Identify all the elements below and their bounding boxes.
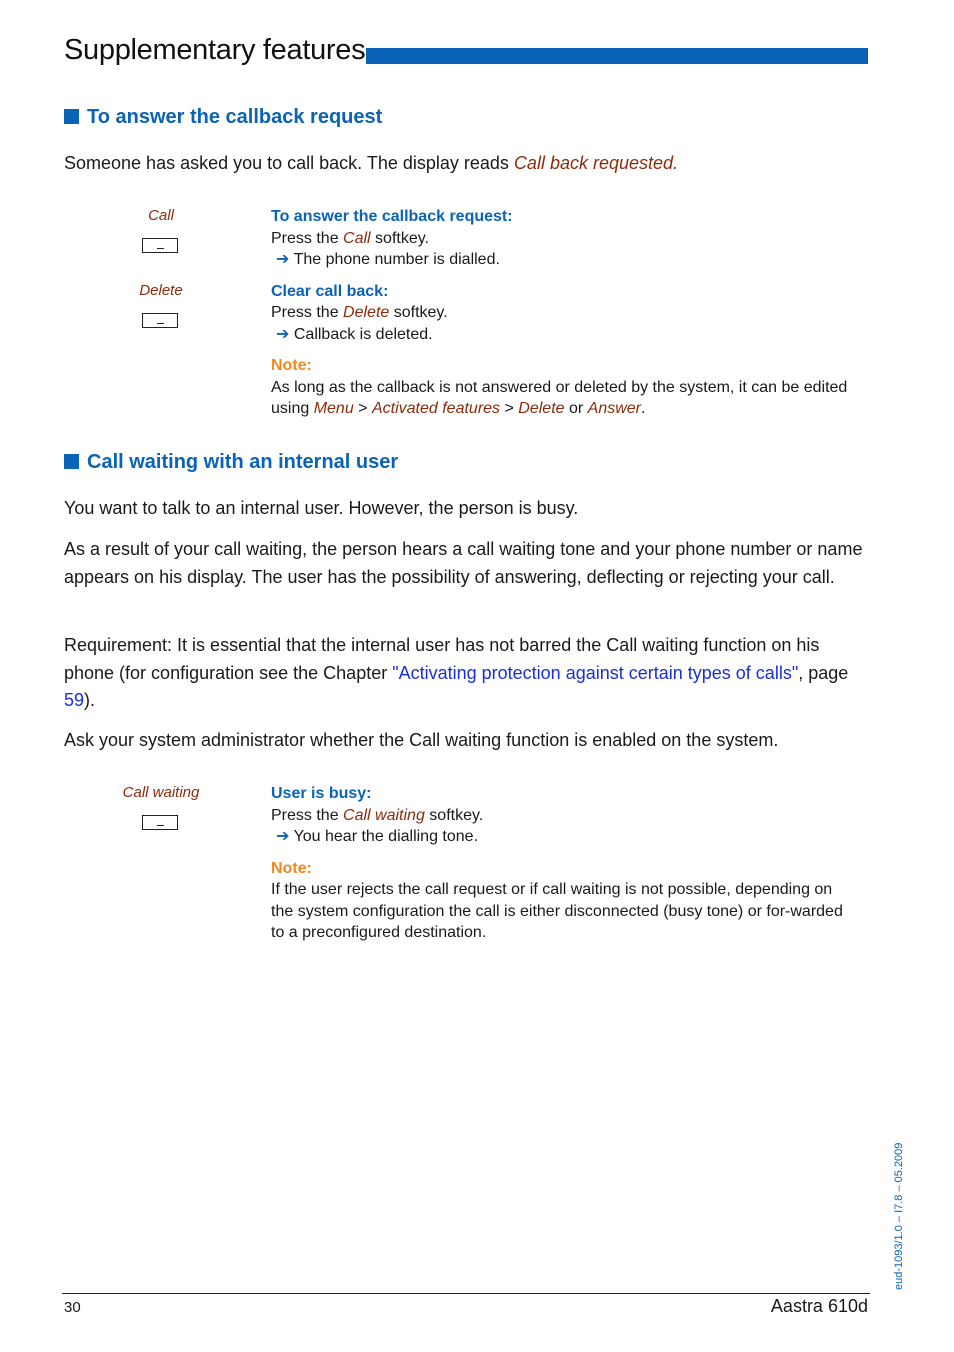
display-text: Call back requested. [513,153,679,173]
section-heading-text: To answer the callback request [87,106,383,128]
page-title: Supplementary features [64,34,366,66]
step-result-busy: ➔ You hear the dialling tone. [276,828,479,845]
softkey-label-delete: Delete [139,282,183,299]
page-link[interactable]: 59 [64,690,85,710]
title-bar [366,48,868,64]
softkey-delete-button[interactable] [142,313,178,328]
step-heading-clear: Clear call back: [271,282,389,300]
step-heading-busy: User is busy: [271,785,372,802]
arrow-right-icon: ➔ [276,251,290,268]
product-name: Aastra 610d [770,1296,868,1316]
note-text: If the user rejects the call request or if call waiting is not possible, depending on the system configuration the call is either disconnected (busy tone) or for-warded to a preconfigured destination. [271,881,843,941]
call-waiting-p2: As a result of your call waiting, the person hears a call waiting tone and your phone number or name appears on his display. The user has the possibility of answering, deflecting or rejecting your call. [64,539,863,587]
note-heading: Note: [271,859,312,877]
step-result-clear: ➔ Callback is deleted. [276,325,433,343]
section-heading-callback [64,106,382,129]
arrow-right-icon: ➔ [276,828,290,845]
softkey-label-call-waiting: Call waiting [122,784,200,801]
call-waiting-p4: Ask your system administrator whether the Call waiting function is enabled on the system. [64,730,779,750]
callback-intro [64,150,870,178]
call-waiting-p1: You want to talk to an internal user. However, the person is busy. [64,498,579,518]
square-bullet-icon [64,109,79,124]
document-code: eud-1093/1.0 – I7.8 – 05.2009 [893,1142,905,1290]
step-instruction-clear: Press the Delete softkey. [271,304,448,321]
chapter-link[interactable]: "Activating protection against certain types of calls" [392,662,799,683]
callback-instructions [271,206,861,420]
call-waiting-p3: Requirement: It is essential that the internal user has not barred the Call waiting function on his phone (for configuration see the Chapter "Activating protection against certain types of calls", page 59). [64,635,849,710]
arrow-right-icon: ➔ [276,325,290,343]
softkey-label-call: Call [148,207,174,224]
page-number: 30 [64,1299,81,1316]
note-text: As long as the callback is not answered or deleted by the system, it can be edited using Menu > Activated features > Delete or Answer. [271,378,848,417]
softkey-call-waiting-button[interactable] [142,815,178,830]
intro-text: Someone has asked you to call back. The display reads [64,153,514,173]
step-heading-answer: To answer the callback request: [271,208,513,225]
square-bullet-icon [64,454,79,469]
call-waiting-instructions [271,783,861,944]
section-heading-text: Call waiting with an internal user [87,451,399,473]
softkey-call-button[interactable] [142,238,178,253]
step-instruction-busy: Press the Call waiting softkey. [271,806,484,824]
section-heading-call-waiting [64,451,398,474]
step-instruction-answer: Press the Call softkey. [271,229,429,247]
footer-rule [62,1293,870,1294]
note-heading: Note: [271,357,312,374]
step-result-answer: ➔ The phone number is dialled. [276,251,500,268]
